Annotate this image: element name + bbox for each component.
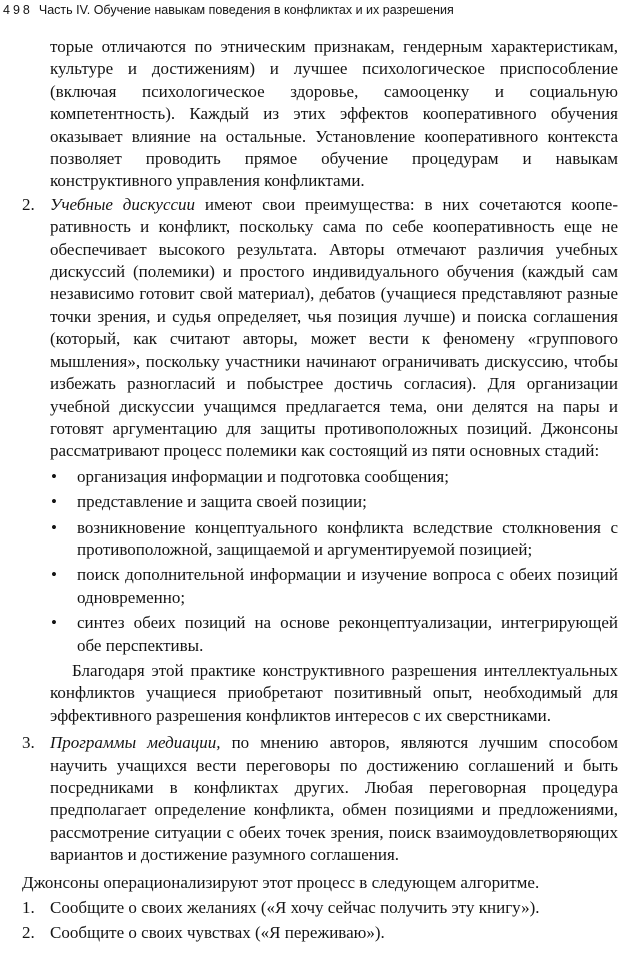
item3-paragraph	[50, 733, 618, 864]
bullet-text: возникновение концептуального конфликта вследствие столкновения с противоположной, защищаемой и аргументируемой позицией;	[77, 517, 618, 559]
bullet-item	[22, 612, 618, 657]
bullet-icon: •	[51, 492, 57, 512]
step-text: Сообщите о своих чувствах («Я переживаю»).	[50, 923, 385, 943]
bullet-item	[22, 564, 618, 609]
page-body	[22, 36, 618, 945]
bullet-text: представление и защита своей позиции;	[77, 492, 367, 512]
item2-closing: Благодаря этой практике конструктивного разрешения интеллектуальных конфликтов учащиеся приобретают позитивный опыт, необходимый для эффективного разрешения конфликтов интересов с их сверстниками.	[50, 660, 618, 725]
item2-paragraph	[50, 195, 618, 460]
item3-term: Программы медиации,	[50, 733, 221, 753]
step-number: 2.	[22, 923, 35, 943]
list-item-3	[22, 732, 618, 866]
running-title: Часть IV. Обучение навыкам поведения в конфликтах и их разрешения	[38, 3, 454, 17]
bullet-item	[22, 466, 618, 488]
running-header	[3, 2, 454, 18]
bullet-text: поиск дополнительной информации и изучение вопроса с обеих позиций одновременно;	[77, 565, 618, 607]
algorithm-step	[22, 922, 618, 944]
bullet-item	[22, 491, 618, 513]
step-number: 1.	[22, 898, 35, 918]
list-number: 3.	[22, 733, 35, 753]
bullet-text: синтез обеих позиций на основе реконцептуализации, интегрирующей обе перспективы.	[77, 613, 618, 655]
step-text: Сообщите о своих желаниях («Я хочу сейчас получить эту книгу»).	[50, 898, 540, 918]
list-item-2	[22, 194, 618, 463]
algorithm-intro: Джонсоны операционализируют этот процесс в следующем алгоритме.	[22, 872, 540, 892]
item3-text: по мнению авторов, являются лучшим способом научить учащихся вести переговоры по достижению соглашений и быть посредниками в конфликтах других. Любая переговорная процедура предполагает определение конфликта, обмен позициями и предложениями, рассмотрение ситуации с обеих точек зрения, поиск взаимоудовлетворяющих вариантов и достижение разумного соглашения.	[50, 733, 618, 865]
bullet-icon: •	[51, 466, 57, 486]
bullet-item	[22, 517, 618, 562]
algorithm-step	[22, 897, 618, 919]
bullet-icon: •	[51, 565, 57, 585]
intro-continuation: торые отличаются по этническим признакам, гендерным характеристикам, культуре и достижениям) и лучшее психологическое приспособление (включая психологическое здоровье, самооценку и социальную компетентность). Каждый из этих эффектов кооперативного обучения оказывает влияние на остальные. Установление кооперативного контекста позволяет проводить прямое обучение процедурам и навыкам конструктивного управления конфликтами.	[50, 37, 618, 191]
bullet-icon: •	[51, 613, 57, 633]
page-number: 498	[3, 3, 33, 17]
item2-text: имеют свои преимущества: в них сочетаются кооперативность и конфликт, поскольку сама по себе кооперативность еще не обеспечивает высокого результата. Авторы отмечают различия учебных дискуссий (полемики) и простого индивидуального обучения (каждый сам независимо готовит свой материал), дебатов (учащиеся представляют разные точки зрения, и судья определяет, чья позиция лучше) и поиска соглашения (который, как считают авторы, может вести к феномену «группового мышления», поскольку участники начинают ограничивать дискуссию, чтобы избежать разногласий и побыстрее достичь согласия). Для организации учебной дискуссии учащимся предлагается тема, они делятся на пары и готовят аргументацию для защиты противоположных позиций. Джонсоны рассматривают процесс полемики как состоящий из пяти основных стадий:	[50, 194, 618, 461]
bullet-text: организация информации и подготовка сообщения;	[77, 466, 449, 486]
item2-term: Учебные дискуссии	[50, 194, 196, 214]
bullet-icon: •	[51, 517, 57, 537]
list-number: 2.	[22, 194, 35, 214]
